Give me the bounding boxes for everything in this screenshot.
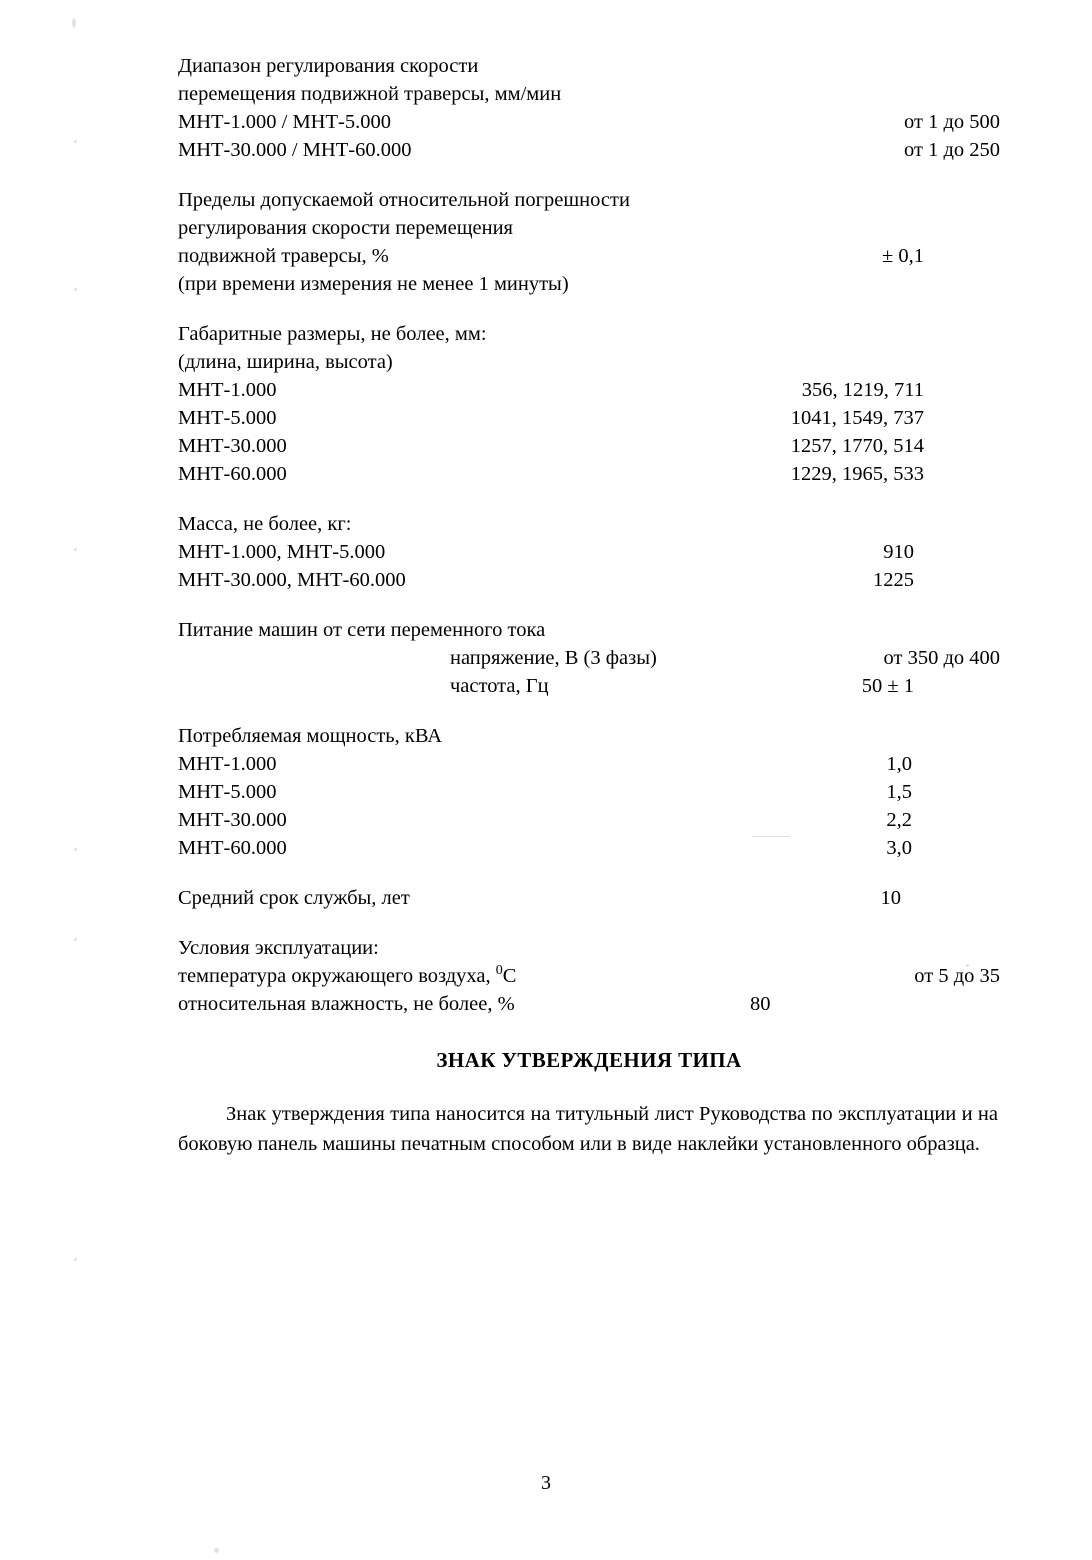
spec-label: МНТ-1.000 / МНТ-5.000 (178, 111, 391, 133)
spec-row (178, 778, 1000, 806)
spec-label: регулирования скорости перемещения (178, 217, 513, 239)
spec-row (178, 934, 1000, 962)
spec-label: Диапазон регулирования скорости (178, 55, 479, 77)
spec-row (178, 672, 1000, 700)
spec-label: Условия эксплуатации: (178, 937, 379, 959)
spec-label: МНТ-30.000 (178, 435, 287, 457)
spec-block-speed-error (178, 186, 1000, 298)
scan-speck (74, 848, 77, 851)
spec-label: (длина, ширина, высота) (178, 351, 393, 373)
spec-value: от 1 до 500 (904, 111, 1000, 133)
scan-speck (74, 548, 77, 551)
specification-list (178, 52, 1000, 1159)
spec-label: МНТ-5.000 (178, 781, 277, 803)
spec-block-mass (178, 510, 1000, 594)
spec-block-power-supply (178, 616, 1000, 700)
spec-row (178, 538, 1000, 566)
spec-value: 1225 (873, 569, 914, 591)
spec-label: относительная влажность, не более, % (178, 993, 515, 1015)
spec-value: 1,5 (886, 781, 912, 803)
spec-value: от 1 до 250 (904, 139, 1000, 161)
spec-label-temperature: температура окружающего воздуха, $^0$С (178, 963, 517, 987)
spec-value: ± 0,1 (881, 245, 924, 267)
spec-value: 2,2 (886, 809, 912, 831)
spec-label: частота, Гц (450, 675, 549, 697)
spec-row (178, 566, 1000, 594)
spec-value: 1257, 1770, 514 (790, 435, 924, 457)
spec-row (178, 320, 1000, 348)
spec-label: перемещения подвижной траверсы, мм/мин (178, 83, 562, 105)
spec-value: 1,0 (886, 753, 912, 775)
spec-label: Потребляемая мощность, кВА (178, 725, 443, 747)
spec-value: 10 (880, 887, 901, 909)
spec-row (178, 52, 1000, 80)
spec-value: 3,0 (886, 837, 912, 859)
spec-label: МНТ-30.000, МНТ-60.000 (178, 569, 406, 591)
spec-label: (при времени измерения не менее 1 минуты) (178, 273, 569, 295)
spec-value: 50 ± 1 (861, 675, 914, 697)
spec-row (178, 270, 1000, 298)
spec-block-speed-range (178, 52, 1000, 164)
spec-label: МНТ-1.000 (178, 379, 277, 401)
spec-row (178, 806, 1000, 834)
spec-row (178, 186, 1000, 214)
spec-value: 80 (750, 993, 771, 1015)
spec-value: от 350 до 400 (883, 647, 1000, 669)
spec-row (178, 834, 1000, 862)
spec-label: МНТ-1.000 (178, 753, 277, 775)
spec-value: 1041, 1549, 737 (790, 407, 924, 429)
scan-speck (74, 288, 77, 291)
spec-row (178, 214, 1000, 242)
spec-row (178, 404, 1000, 432)
spec-label: Средний срок службы, лет (178, 887, 410, 909)
spec-value: 1229, 1965, 533 (790, 463, 924, 485)
scan-speck (72, 18, 76, 28)
spec-row (178, 108, 1000, 136)
degree-superscript: 0 (495, 963, 503, 979)
spec-row (178, 376, 1000, 404)
spec-label: МНТ-60.000 (178, 463, 287, 485)
spec-row (178, 750, 1000, 778)
spec-row (178, 884, 1000, 912)
spec-row (178, 722, 1000, 750)
spec-value: 910 (883, 541, 914, 563)
spec-row (178, 460, 1000, 488)
spec-label: Пределы допускаемой относительной погрешности (178, 189, 630, 211)
spec-row (178, 242, 1000, 270)
scan-speck (74, 1258, 77, 1261)
spec-label: МНТ-30.000 / МНТ-60.000 (178, 139, 412, 161)
scan-speck (74, 938, 77, 941)
spec-label: Питание машин от сети переменного тока (178, 619, 546, 641)
page-number: 3 (541, 1472, 551, 1494)
spec-label: МНТ-30.000 (178, 809, 287, 831)
spec-row (178, 510, 1000, 538)
spec-row (178, 80, 1000, 108)
spec-value: от 5 до 35 (914, 965, 1000, 987)
scan-speck (74, 140, 77, 143)
spec-label: МНТ-60.000 (178, 837, 287, 859)
spec-row (178, 616, 1000, 644)
spec-row (178, 432, 1000, 460)
spec-label: подвижной траверсы, % (178, 245, 389, 267)
spec-label: напряжение, В (3 фазы) (450, 647, 657, 669)
body-paragraph: Знак утверждения типа наносится на титульный лист Руководства по эксплуатации и на боковую панель машины печатным способом или в виде наклейки установленного образца. (178, 1103, 998, 1155)
spec-label: МНТ-5.000 (178, 407, 277, 429)
spec-row (178, 990, 1000, 1018)
spec-row (178, 962, 1000, 990)
spec-label: Масса, не более, кг: (178, 513, 352, 535)
spec-row (178, 348, 1000, 376)
spec-value: 356, 1219, 711 (801, 379, 924, 401)
spec-block-dimensions (178, 320, 1000, 488)
spec-row (178, 136, 1000, 164)
spec-block-power-consumption (178, 722, 1000, 862)
spec-block-operating-conditions (178, 934, 1000, 1018)
spec-label: Габаритные размеры, не более, мм: (178, 323, 487, 345)
spec-row (178, 644, 1000, 672)
spec-block-service-life (178, 884, 1000, 912)
page-title: ЗНАК УТВЕРЖДЕНИЯ ТИПА (436, 1048, 742, 1072)
scan-speck (214, 1548, 219, 1553)
spec-label: МНТ-1.000, МНТ-5.000 (178, 541, 386, 563)
